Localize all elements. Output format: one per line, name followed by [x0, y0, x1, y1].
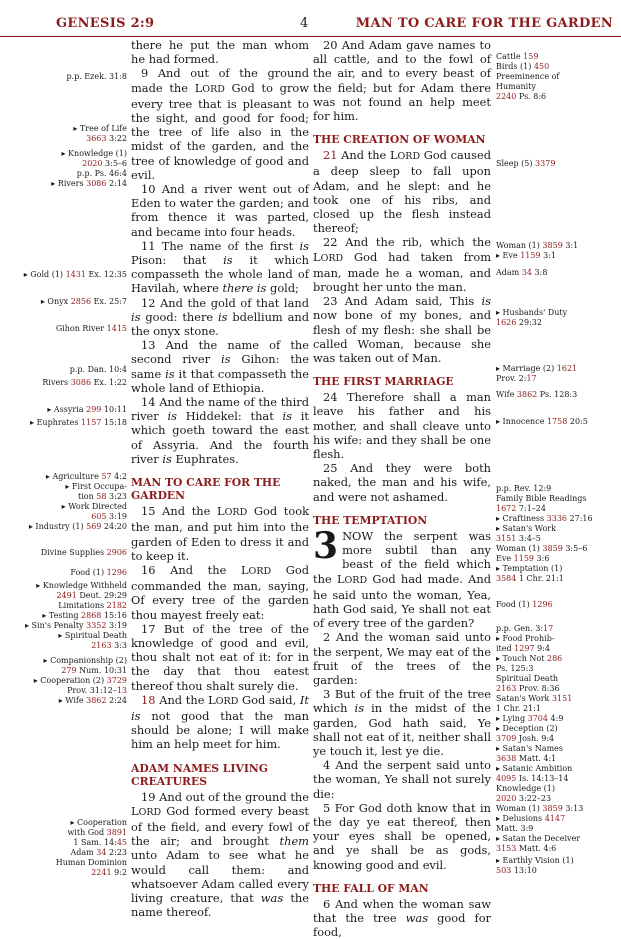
margin-note: ▸ Craftiness 3336 27:16	[496, 514, 593, 523]
section-heading: THE CREATION OF WOMAN	[313, 133, 486, 147]
margin-note: ▸ Eve 1159 3:1	[496, 251, 556, 260]
verse: 2 And the woman said unto the serpent, We may eat of the fruit of the trees of the garden:	[313, 630, 491, 687]
margin-note: Wife 3862 Ps. 128:3	[496, 390, 578, 399]
verse: 25 And they were both naked, the man and his wife, and were not ashamed.	[313, 461, 491, 504]
margin-note: Spiritual Death	[496, 674, 559, 683]
margin-note: Adam 34 2:23	[70, 848, 127, 857]
verse: 14 And the name of the third river is Hiddekel: that is it which goeth toward the east of Assyria. And the fourth river is Euphrates.	[131, 395, 310, 466]
verse: 12 And the gold of that land is good: there is bdellium and the onyx stone.	[131, 295, 309, 339]
margin-note: ▸ Rivers 3086 2:14	[51, 179, 127, 188]
verse: 24 Therefore shall a man leave his father and his mother, and shall cleave unto his wife: and they shall be one flesh.	[313, 390, 491, 462]
section-heading: THE FIRST MARRIAGE	[313, 375, 454, 389]
margin-note: ▸ Industry (1) 569 24:20	[28, 522, 127, 531]
margin-note: ▸ Lying 3704 4:9	[496, 714, 564, 723]
verse: 22 And the rib, which the LORD God had taken from man, made he a woman, and brought her unto the man.	[313, 235, 491, 295]
margin-note: Satan's Work 3151	[496, 694, 573, 703]
section-heading: THE TEMPTATION	[313, 513, 428, 527]
margin-note: Prov. 2:17	[496, 374, 537, 383]
margin-note: ▸ Spiritual Death	[58, 631, 127, 640]
verse: 21 And the LORD God caused a deep sleep to fall upon Adam, and he slept: and he took one of his ribs, and closed up the flesh instead thereof;	[313, 148, 492, 236]
page-header	[0, 0, 621, 37]
margin-note: ▸ Sin's Penalty 3352 3:19	[25, 621, 127, 630]
margin-note: ▸ Tree of Life	[73, 124, 127, 133]
verse: 16 And the LORD God commanded the man, saying, Of every tree of the garden thou mayest freely eat:	[131, 562, 309, 622]
text-column-1	[131, 38, 309, 919]
margin-note: ▸ Delusions 4147	[496, 814, 566, 823]
margin-note: 3638 Matt. 4:1	[496, 754, 557, 763]
margin-note: 503 13:10	[496, 866, 537, 875]
chapter-opening: 3 NOW the serpent was more subtil than any beast of the field which the LORD God had made. And he said unto the woman, Yea, hath God said, Ye shall not eat of every tree of the garden?	[313, 524, 492, 631]
margin-note: ▸ Work Directed	[61, 502, 127, 511]
margin-note: 3663 3:22	[86, 134, 127, 143]
section-heading: THE FALL OF MAN	[313, 881, 429, 895]
header-left-ref: GENESIS 2:9	[56, 16, 155, 31]
verse: 4 And the serpent said unto the woman, Ye shall not surely die:	[313, 758, 491, 801]
margin-note: Birds (1) 450	[496, 62, 550, 71]
margin-note: ▸ Food Prohib-	[496, 634, 555, 643]
margin-note: ▸ Husbands' Duty	[496, 308, 568, 317]
margin-note: Limitations 2182	[58, 601, 127, 610]
margin-note: ▸ Assyria 299 10:11	[47, 405, 127, 414]
margin-note: ▸ Wife 3862 2:24	[58, 696, 127, 705]
margin-note: 3584 1 Chr. 21:1	[496, 574, 564, 583]
verse: 6 And when the woman saw that the tree was good for food,	[313, 896, 491, 939]
page-number: 4	[300, 16, 309, 31]
margin-note: ▸ Knowledge Withheld	[36, 581, 127, 590]
verse: 19 And out of the ground the LORD God formed every beast of the field, and every fowl of the air; and brought them unto Adam to see what he would call them: and whatsoever Adam called every living creature, that was the name thereof.	[131, 789, 309, 920]
margin-note: p.p. Rev. 12:9	[496, 484, 552, 493]
margin-note: Gihon River 1415	[55, 324, 127, 333]
margin-note: ▸ First Occupa-	[65, 482, 127, 491]
margin-note: 2241 9:2	[91, 868, 127, 877]
verse: 3 But of the fruit of the tree which is in the midst of the garden, God hath said, Ye shall not eat of it, neither shall ye touch it, lest ye die.	[313, 687, 492, 758]
margin-note: Food (1) 1296	[70, 568, 127, 577]
margin-note: ▸ Temptation (1)	[496, 564, 563, 573]
margin-note: 2163 Prov. 8:36	[496, 684, 560, 693]
section-heading: ADAM NAMES LIVING CREATURES	[131, 761, 268, 788]
margin-note: ▸ Earthly Vision (1)	[496, 856, 574, 865]
header-right-title: MAN TO CARE FOR THE GARDEN	[355, 16, 613, 31]
margin-note: 2020 3:22–23	[496, 794, 552, 803]
verse: 13 And the name of the second river is Gihon: the same is it that compasseth the whole land of Ethiopia.	[131, 338, 309, 395]
margin-note: 3153 Matt. 4:6	[496, 844, 557, 853]
margin-note: 2491 Deut. 29:29	[56, 591, 127, 600]
verse: 17 But of the tree of the knowledge of good and evil, thou shalt not eat of it: for in the day that thou eatest thereof thou shalt surely die.	[131, 621, 309, 693]
margin-note: ▸ Marriage (2) 1621	[496, 364, 578, 373]
margin-note: Knowledge (1)	[496, 784, 555, 793]
margin-note: 2240 Ps. 8:6	[496, 92, 547, 101]
margin-note: ▸ Companionship (2)	[43, 656, 127, 665]
margin-note: 2163 3:3	[91, 641, 127, 650]
margin-note: 3151 3:4–5	[496, 534, 541, 543]
margin-note: Food (1) 1296	[496, 600, 553, 609]
continued-text: there he put the man whom he had formed.	[131, 38, 309, 67]
margin-note: ▸ Deception (2)	[496, 724, 558, 733]
verse: 18 And the LORD God said, It is not good that the man should be alone; I will make him an help meet for him.	[131, 692, 309, 752]
verse: 11 The name of the first is Pison: that is it which compasseth the whole land of Havilah, where there is gold;	[131, 238, 309, 296]
margin-note: p.p. Ps. 46:4	[76, 169, 127, 178]
margin-note: Family Bible Readings	[496, 494, 587, 503]
margin-note: Human Dominion	[55, 858, 127, 867]
margin-note: Preeminence of	[496, 72, 560, 81]
margin-note: with God 3891	[67, 828, 127, 837]
chapter-number: 3	[313, 524, 339, 567]
section-heading: MAN TO CARE FOR THE GARDEN	[131, 476, 281, 503]
margin-note: p.p. Dan. 10:4	[69, 365, 127, 374]
margin-note: Prov. 31:12–13	[67, 686, 127, 695]
margin-note: 1 Chr. 21:1	[496, 704, 541, 713]
margin-note: ited 1297 9:4	[496, 644, 550, 653]
margin-note: p.p. Ezek. 31:8	[66, 72, 127, 81]
margin-note: tion 58 3:23	[78, 492, 127, 501]
verse: 9 And out of the ground made the LORD God to grow every tree that is pleasant to the sight, and good for food; the tree of life also in the midst of the garden, and the tree of knowledge of good and evil.	[131, 66, 310, 182]
margin-note: ▸ Touch Not 286	[496, 654, 563, 663]
margin-note: ▸ Onyx 2856 Ex. 25:7	[40, 297, 127, 306]
margin-note: Humanity	[496, 82, 536, 91]
margin-note: Ps. 125:3	[496, 664, 534, 673]
margin-note: ▸ Gold (1) 1431 Ex. 12:35	[23, 270, 127, 279]
margin-note: Sleep (5) 3379	[496, 159, 556, 168]
margin-note: Adam 34 3:8	[496, 268, 548, 277]
margin-note: ▸ Innocence 1758 20:5	[496, 417, 588, 426]
verse: 23 And Adam said, This is now bone of my bones, and flesh of my flesh: she shall be called Woman, because she was taken out of Man.	[313, 294, 491, 366]
margin-note: 1672 7:1–24	[496, 504, 546, 513]
verse: 10 And a river went out of Eden to water the garden; and from thence it was parted, and became into four heads.	[131, 182, 309, 239]
margin-note: 4095 Is. 14:13–14	[496, 774, 569, 783]
margin-note: ▸ Satan's Names	[496, 744, 563, 753]
margin-note: Woman (1) 3859 3:13	[496, 804, 584, 813]
margin-note: Matt. 3:9	[496, 824, 534, 833]
margin-note: p.p. Gen. 3:17	[496, 624, 554, 633]
margin-note: 2020 3:5–6	[82, 159, 127, 168]
verse: 15 And the LORD God took the man, and put him into the garden of Eden to dress it and to keep it.	[131, 504, 309, 563]
margin-note: ▸ Knowledge (1)	[61, 149, 127, 158]
margin-note: Woman (1) 3859 3:1	[496, 241, 579, 250]
margin-note: ▸ Agriculture 57 4:2	[45, 472, 127, 481]
margin-note: ▸ Cooperation (2) 3729	[33, 676, 127, 685]
margin-note: 3709 Josh. 9:4	[496, 734, 555, 743]
margin-note: ▸ Satanic Ambition	[496, 764, 573, 773]
verse: 5 For God doth know that in the day ye eat thereof, then your eyes shall be opened, and ye shall be as gods, knowing good and evil.	[313, 800, 491, 872]
margin-note: ▸ Euphrates 1157 15:18	[30, 418, 127, 427]
margin-note: Rivers 3086 Ex. 1:22	[42, 378, 127, 387]
margin-note: 605 3:19	[91, 512, 127, 521]
margin-note: ▸ Satan the Deceiver	[496, 834, 581, 843]
margin-note: Cattle 159	[496, 52, 539, 61]
margin-note: Divine Supplies 2906	[40, 548, 127, 557]
margin-note: 1 Sam. 14:45	[73, 838, 127, 847]
margin-note: ▸ Satan's Work	[496, 524, 556, 533]
margin-note: Woman (1) 3859 3:5–6	[496, 544, 588, 553]
margin-note: Eve 1159 3:6	[496, 554, 550, 563]
verse: 20 And Adam gave names to all cattle, and to the fowl of the air, and to every beast of the field; but for Adam there was not found an help meet for him.	[313, 38, 491, 124]
margin-note: 1626 29:32	[496, 318, 542, 327]
text-column-2	[313, 38, 491, 939]
margin-note: 279 Num. 10:31	[61, 666, 127, 675]
margin-note: ▸ Cooperation	[70, 818, 127, 827]
margin-note: ▸ Testing 2868 15:16	[42, 611, 127, 620]
